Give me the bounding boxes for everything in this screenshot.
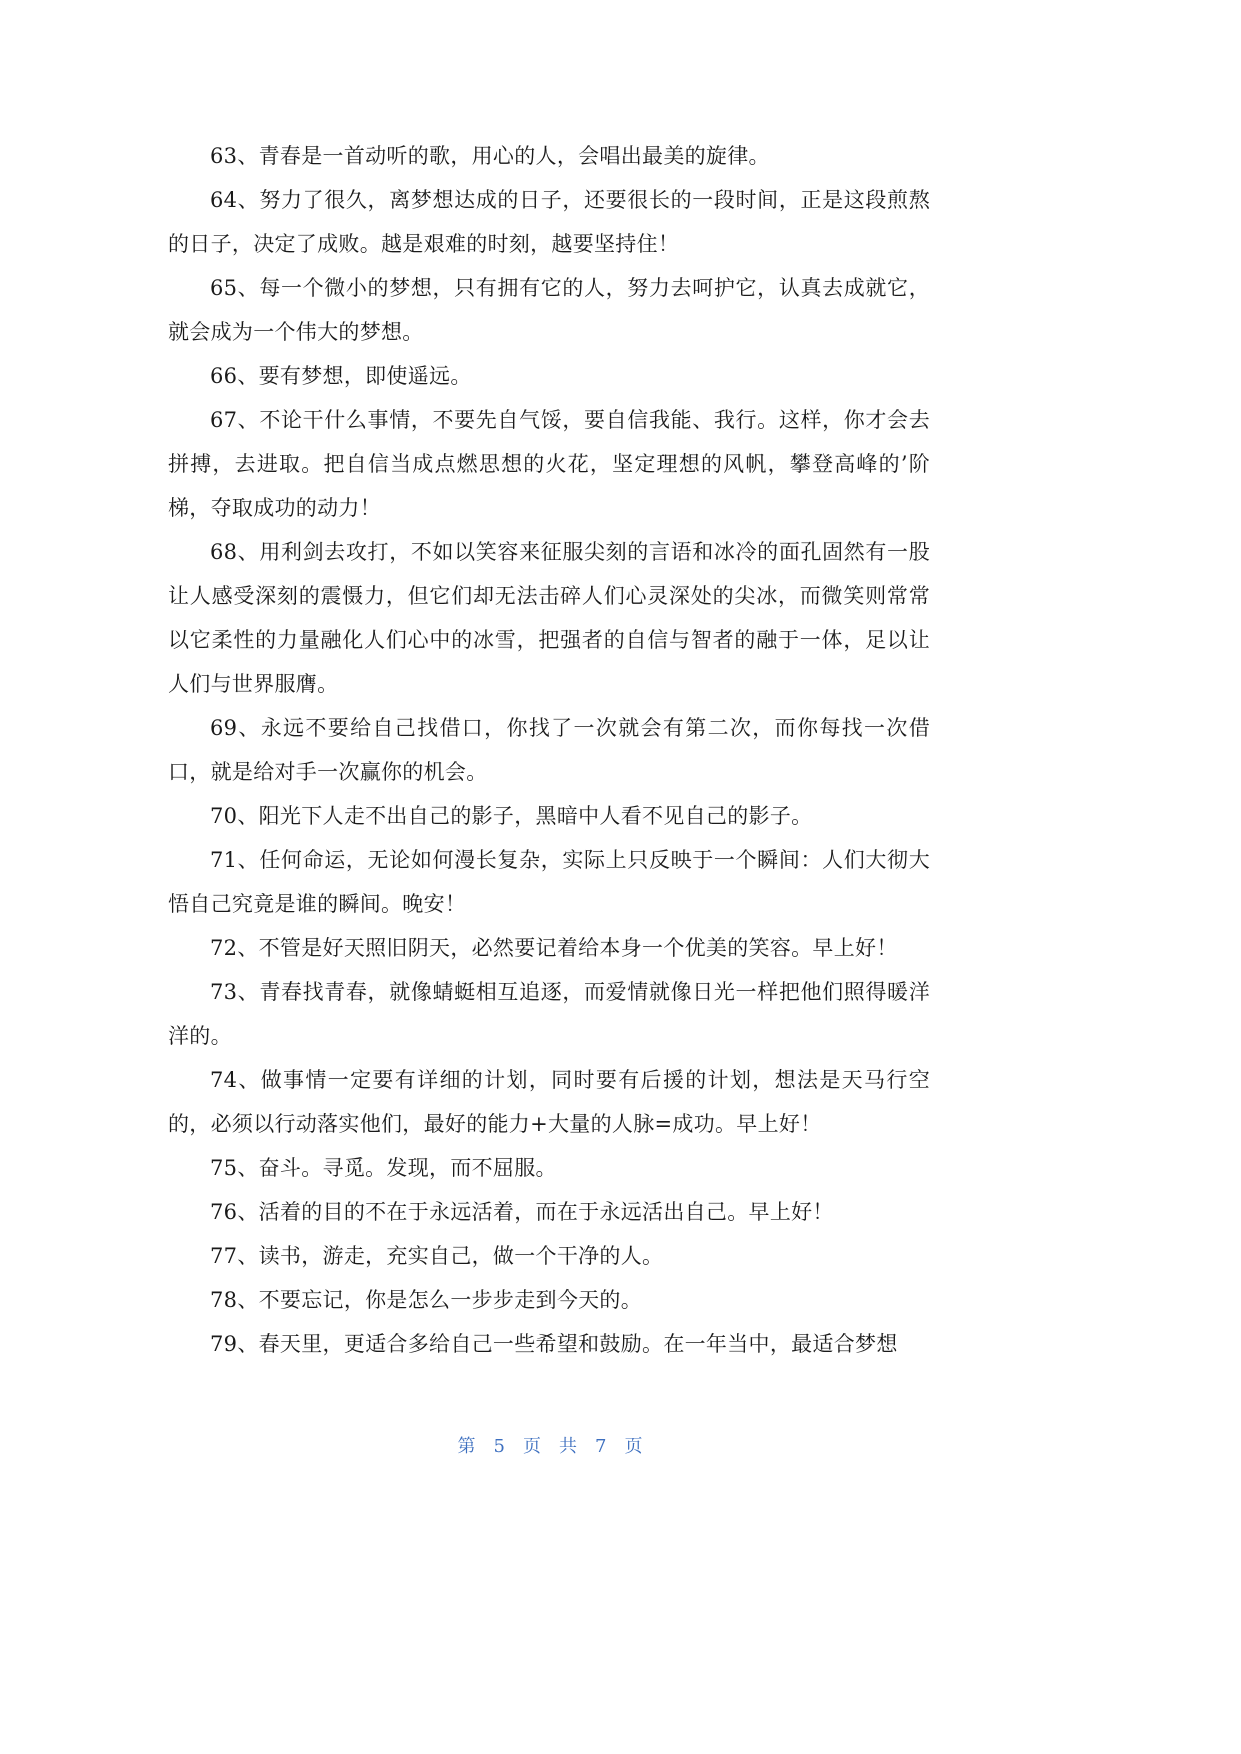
page-footer (0, 1432, 1100, 1458)
paragraph-77: 77、读书，游走，充实自己，做一个干净的人。 (210, 1244, 664, 1268)
document-body (168, 134, 930, 1366)
paragraph-79: 79、春天里，更适合多给自己一些希望和鼓励。在一年当中，最适合梦想 (210, 1332, 898, 1356)
paragraph-73: 73、青春找青春，就像蜻蜓相互追逐，而爱情就像日光一样把他们照得暖洋洋的。 (168, 980, 930, 1048)
paragraph-76: 76、活着的目的不在于永远活着，而在于永远活出自己。早上好！ (210, 1200, 834, 1224)
paragraph-64: 64、努力了很久，离梦想达成的日子，还要很长的一段时间，正是这段煎熬的日子，决定了成败。越是艰难的时刻，越要坚持住！ (168, 188, 930, 256)
paragraph-66: 66、要有梦想，即使遥远。 (210, 364, 472, 388)
paragraph-72: 72、不管是好天照旧阴天，必然要记着给本身一个优美的笑容。早上好！ (210, 936, 898, 960)
paragraph-68: 68、用利剑去攻打，不如以笑容来征服尖刻的言语和冰冷的面孔固然有一股让人感受深刻的震慑力，但它们却无法击碎人们心灵深处的尖冰，而微笑则常常以它柔性的力量融化人们心中的冰雪，把强者的自信与智者的融于一体，足以让人们与世界服膺。 (168, 540, 930, 696)
paragraph-63: 63、青春是一首动听的歌，用心的人，会唱出最美的旋律。 (210, 144, 770, 168)
total-page-count: 7 (595, 1436, 607, 1457)
paragraph-67: 67、不论干什么事情，不要先自气馁，要自信我能、我行。这样，你才会去拼搏，去进取。把自信当成点燃思想的火花，坚定理想的风帆，攀登高峰的’阶梯，夺取成功的动力！ (168, 408, 930, 520)
paragraph-71: 71、任何命运，无论如何漫长复杂，实际上只反映于一个瞬间：人们大彻大悟自己究竟是谁的瞬间。晚安！ (168, 848, 930, 916)
paragraph-70: 70、阳光下人走不出自己的影子，黑暗中人看不见自己的影子。 (210, 804, 813, 828)
paragraph-74: 74、做事情一定要有详细的计划，同时要有后援的计划，想法是天马行空的，必须以行动落实他们，最好的能力+大量的人脉=成功。早上好！ (168, 1068, 930, 1136)
footer-ye-2: 页 (624, 1436, 643, 1457)
paragraph-69: 69、永远不要给自己找借口，你找了一次就会有第二次，而你每找一次借口，就是给对手一次赢你的机会。 (168, 716, 930, 784)
paragraph-65: 65、每一个微小的梦想，只有拥有它的人，努力去呵护它，认真去成就它，就会成为一个伟大的梦想。 (168, 276, 930, 344)
paragraph-75: 75、奋斗。寻觅。发现，而不屈服。 (210, 1156, 557, 1180)
footer-gong: 共 (559, 1436, 577, 1457)
paragraph-78: 78、不要忘记，你是怎么一步步走到今天的。 (210, 1288, 643, 1312)
footer-di: 第 (457, 1436, 476, 1457)
current-page-number: 5 (493, 1436, 505, 1457)
footer-ye: 页 (523, 1436, 541, 1457)
